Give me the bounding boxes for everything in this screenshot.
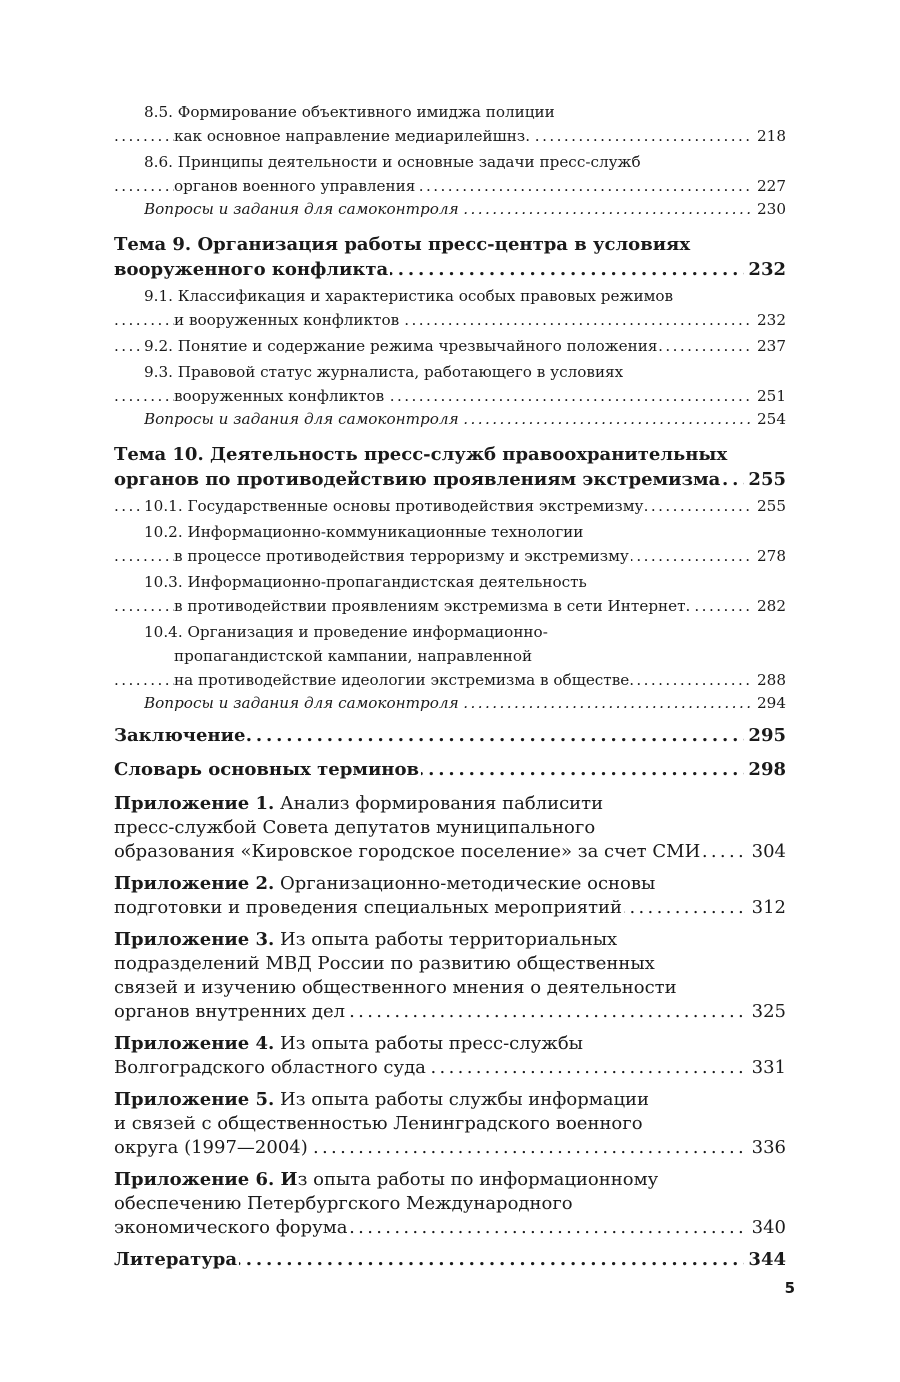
toc-appendix-2 [114, 872, 786, 920]
appendix-title: органов внутренних дел [114, 1001, 346, 1022]
toc-entry-9-2 [114, 334, 786, 358]
toc-appendix-4 [114, 1032, 786, 1080]
toc-entry-line [114, 520, 786, 544]
toc-entry-line [114, 1000, 786, 1024]
toc-entry-line [114, 644, 786, 668]
appendix-title: экономического форума [114, 1217, 348, 1238]
toc-entry-line [114, 594, 786, 618]
toc-entry-line [114, 1056, 786, 1080]
toc-entry-line [144, 198, 786, 220]
appendix-title: Из опыта работы территориальных [274, 929, 618, 950]
toc-theme-title: органов по противодействию проявлениям экстремизма [114, 469, 721, 490]
toc-entry-line [114, 124, 786, 148]
toc-entry-line [114, 1088, 786, 1112]
toc-entry-line [114, 1112, 786, 1136]
toc-entry-10-4 [114, 620, 786, 692]
toc-theme-title: Тема 10. Деятельность пресс-служб правоохранительных [114, 444, 728, 465]
toc-page-number: 251 [753, 384, 786, 408]
toc-page-number: 255 [744, 467, 786, 492]
toc-entry-line [114, 816, 786, 840]
toc-entry-title: 8.5. Формирование объективного имиджа полиции [144, 103, 555, 121]
toc-entry-line [114, 1246, 786, 1274]
toc-entry-title: как основное направление медиарилейшнз. [174, 127, 531, 145]
toc-entry-10-2 [114, 520, 786, 568]
appendix-title: и связей с общественностью Ленинградского военного [114, 1113, 643, 1134]
toc-entry-title: 10.3. Информационно-пропагандистская деятельность [144, 573, 587, 591]
toc-page-number: 288 [753, 668, 786, 692]
toc-entry-title: в противодействии проявлениям экстремизма в сети Интернет. [174, 597, 691, 615]
toc-entry-title: Литература [114, 1249, 238, 1270]
toc-entry-line [114, 257, 786, 282]
toc-entry-line [114, 756, 786, 784]
table-of-contents [114, 100, 786, 1274]
appendix-title: Из опыта работы службы информации [274, 1089, 650, 1110]
toc-entry-line [114, 467, 786, 492]
toc-entry-line [114, 1136, 786, 1160]
toc-literature [114, 1246, 786, 1274]
toc-entry-title: 9.3. Правовой статус журналиста, работающего в условиях [144, 363, 624, 381]
toc-entry-title: Словарь основных терминов [114, 759, 419, 780]
toc-entry-line [114, 976, 786, 1000]
toc-entry-line [114, 150, 786, 174]
toc-entry-10-1 [114, 494, 786, 518]
toc-entry-title: Вопросы и задания для самоконтроля [144, 200, 459, 218]
appendix-title: Из опыта работы пресс-службы [274, 1033, 584, 1054]
appendix-title: округа (1997—2004) [114, 1137, 308, 1158]
appendix-title: Организационно-методические основы [274, 873, 656, 894]
toc-entry-line [114, 494, 786, 518]
appendix-title: обеспечению Петербургского Международного [114, 1193, 573, 1214]
toc-page-number: 336 [748, 1136, 786, 1160]
appendix-title: пресс-службой Совета депутатов муниципального [114, 817, 596, 838]
appendix-title: з опыта работы по информационному [297, 1169, 659, 1190]
toc-page-number: 232 [744, 257, 786, 282]
toc-entry-line [114, 544, 786, 568]
toc-entry-line [114, 896, 786, 920]
toc-theme-9 [114, 232, 786, 282]
appendix-title: Волгоградского областного суда [114, 1057, 426, 1078]
toc-entry-line [114, 792, 786, 816]
page-number: 5 [784, 1279, 795, 1297]
toc-entry-8-5 [114, 100, 786, 148]
appendix-label: Приложение 1. [114, 793, 275, 814]
toc-page-number: 294 [753, 692, 786, 714]
toc-entry-title: на противодействие идеологии экстремизма в обществе. [174, 671, 635, 689]
toc-entry-line [114, 442, 786, 467]
toc-theme-title: вооруженного конфликта [114, 259, 389, 280]
toc-entry-title: 10.2. Информационно-коммуникационные технологии [144, 523, 584, 541]
toc-entry-line [114, 334, 786, 358]
toc-entry-title: Вопросы и задания для самоконтроля [144, 694, 459, 712]
appendix-title: связей и изучению общественного мнения о деятельности [114, 977, 677, 998]
toc-page-number: 344 [744, 1246, 786, 1274]
toc-page-number: 295 [744, 722, 786, 750]
toc-page-number: 254 [753, 408, 786, 430]
toc-entry-line [114, 1216, 786, 1240]
toc-page-number: 331 [748, 1056, 786, 1080]
appendix-label: Приложение 5. [114, 1089, 275, 1110]
appendix-label: Приложение 3. [114, 929, 275, 950]
toc-page-number: 298 [744, 756, 786, 784]
toc-entry-line [114, 384, 786, 408]
toc-questions-10 [114, 692, 786, 714]
toc-entry-line [114, 360, 786, 384]
toc-entry-line [114, 1168, 786, 1192]
toc-page-number: 340 [748, 1216, 786, 1240]
toc-page-number: 237 [753, 334, 786, 358]
toc-entry-9-3 [114, 360, 786, 408]
toc-entry-title: Заключение [114, 725, 246, 746]
toc-entry-line [114, 668, 786, 692]
toc-entry-9-1 [114, 284, 786, 332]
toc-entry-line [144, 692, 786, 714]
toc-appendix-5 [114, 1088, 786, 1160]
toc-appendix-1 [114, 792, 786, 864]
toc-entry-10-3 [114, 570, 786, 618]
toc-page-number: 232 [753, 308, 786, 332]
appendix-title: образования «Кировское городское поселение» за счет СМИ [114, 841, 701, 862]
toc-entry-line [114, 952, 786, 976]
toc-entry-line [114, 100, 786, 124]
toc-entry-title: вооруженных конфликтов [174, 387, 385, 405]
toc-entry-title: в процессе противодействия терроризму и экстремизму [174, 547, 629, 565]
toc-entry-line [114, 1192, 786, 1216]
toc-entry-line [114, 174, 786, 198]
toc-theme-title: Тема 9. Организация работы пресс-центра в условиях [114, 234, 691, 255]
toc-entry-line [114, 840, 786, 864]
toc-entry-title: 9.2. Понятие и содержание режима чрезвычайного положения [144, 337, 658, 355]
toc-questions-8 [114, 198, 786, 220]
toc-entry-title: 8.6. Принципы деятельности и основные задачи пресс-служб [144, 153, 641, 171]
toc-entry-line [114, 872, 786, 896]
toc-entry-line [114, 928, 786, 952]
toc-page-number: 282 [753, 594, 786, 618]
appendix-title: подготовки и проведения специальных мероприятий [114, 897, 623, 918]
toc-entry-line [114, 722, 786, 750]
toc-page-number: 304 [748, 840, 786, 864]
toc-page-number: 325 [748, 1000, 786, 1024]
toc-theme-10 [114, 442, 786, 492]
toc-entry-line [144, 408, 786, 430]
toc-entry-line [114, 620, 786, 644]
toc-entry-title: пропагандистской кампании, направленной [174, 647, 533, 665]
toc-entry-line [114, 284, 786, 308]
toc-entry-line [114, 570, 786, 594]
toc-entry-line [114, 1032, 786, 1056]
appendix-label: Приложение 4. [114, 1033, 275, 1054]
toc-page-number: 218 [753, 124, 786, 148]
toc-page-number: 312 [748, 896, 786, 920]
appendix-title: подразделений МВД России по развитию общественных [114, 953, 655, 974]
toc-entry-title: 10.1. Государственные основы противодействия экстремизму [144, 497, 644, 515]
toc-entry-8-6 [114, 150, 786, 198]
toc-page-number: 255 [753, 494, 786, 518]
toc-entry-title: органов военного управления [174, 177, 416, 195]
toc-entry-title: 10.4. Организация и проведение информационно- [144, 623, 548, 641]
toc-conclusion [114, 722, 786, 750]
toc-page-number: 278 [753, 544, 786, 568]
toc-questions-9 [114, 408, 786, 430]
toc-appendix-6 [114, 1168, 786, 1240]
toc-appendix-3 [114, 928, 786, 1024]
appendix-title: Анализ формирования паблисити [274, 793, 604, 814]
toc-entry-title: и вооруженных конфликтов [174, 311, 400, 329]
toc-entry-title: Вопросы и задания для самоконтроля [144, 410, 459, 428]
toc-entry-line [114, 308, 786, 332]
toc-entry-title: 9.1. Классификация и характеристика особых правовых режимов [144, 287, 674, 305]
toc-page-number: 230 [753, 198, 786, 220]
toc-page-number: 227 [753, 174, 786, 198]
toc-glossary [114, 756, 786, 784]
toc-entry-line [114, 232, 786, 257]
appendix-label: Приложение 2. [114, 873, 275, 894]
appendix-label: Приложение 6. И [114, 1169, 298, 1190]
